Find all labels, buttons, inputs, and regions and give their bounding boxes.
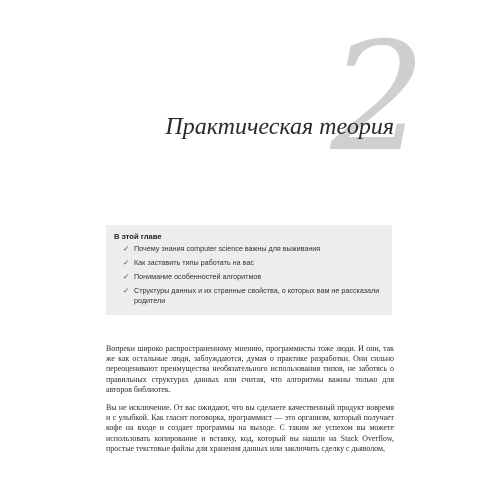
- chapter-summary-list: [114, 244, 384, 306]
- check-mark-icon: ✓: [123, 258, 130, 267]
- chapter-summary-box: [106, 225, 392, 315]
- check-mark-icon: ✓: [123, 286, 130, 295]
- list-item: [114, 272, 384, 282]
- body-paragraph: Вы не исключение. От вас ожидают, что вы сделаете качественный продукт вовремя и с улыбкой. Как гласит поговорка, программист — это организм, который получает кофе на входе и создает программы на выходе. С таким же успехом вы можете использовать копирование и вставку, код, который вы нашли на Stack Overflow, простые текстовые файлы для хранения данных или заключить сделку с дьяволом,: [106, 403, 394, 453]
- check-mark-icon: ✓: [123, 272, 130, 281]
- list-item-text: Как заставить типы работать на вас: [134, 258, 254, 267]
- chapter-title: Практическая теория: [165, 114, 394, 140]
- body-paragraph: Вопреки широко распространенному мнению, программисты тоже люди. И они, так же как остальные люди, заблуждаются, думая о практике разработки. Они сильно переоценивают преимущества необязательного использования типов, не заботясь о правильных структурах данных или считая, что алгоритмы важны только для авторов библиотек.: [106, 344, 394, 394]
- list-item-text: Понимание особенностей алгоритмов: [134, 272, 262, 281]
- list-item-text: Структуры данных и их странные свойства, о которых вам не рассказали родители: [134, 286, 380, 305]
- list-item: [114, 244, 384, 254]
- list-item: [114, 258, 384, 268]
- list-item: [114, 286, 384, 306]
- list-item-text: Почему знания computer science важны для выживания: [134, 244, 321, 253]
- chapter-summary-heading: В этой главе: [114, 232, 162, 241]
- chapter-number: 2: [330, 11, 426, 185]
- check-mark-icon: ✓: [123, 244, 130, 253]
- body-text: [106, 344, 394, 462]
